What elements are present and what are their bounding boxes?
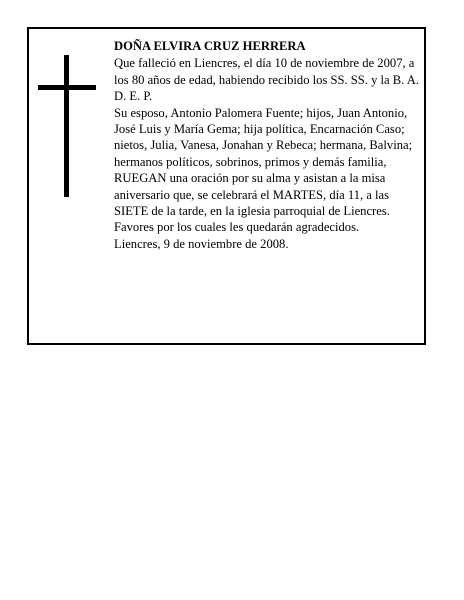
rest-in-peace: D. E. P. <box>114 89 153 104</box>
thanks-note: Favores por los cuales les quedarán agradecidos. <box>114 220 360 235</box>
cross-horizontal-bar <box>38 85 96 90</box>
deceased-name: DOÑA ELVIRA CRUZ HERRERA <box>114 39 306 53</box>
family-list: Su esposo, Antonio Palomera Fuente; hijos, Juan Antonio, José Luis y María Gema; hija política, Encarnación Caso; nietos, Julia, Vanesa, Jonahan y Rebeca; hermana, Balvina; hermanos políticos, sobrinos, primos y demás familia, <box>114 105 413 169</box>
mass-request: RUEGAN una oración por su alma y asistan a la misa aniversario que, se celebrará el MARTES, día 11, a las SIETE de la tarde, en la iglesia parroquial de Liencres. <box>114 171 390 219</box>
cross-vertical-bar <box>64 55 69 197</box>
death-info: Que falleció en Liencres, el día 10 de noviembre de 2007, a los 80 años de edad, habiendo recibido los SS. SS. y la B. A. <box>114 56 420 87</box>
place-date: Liencres, 9 de noviembre de 2008. <box>114 236 289 251</box>
obituary-text <box>114 38 420 252</box>
